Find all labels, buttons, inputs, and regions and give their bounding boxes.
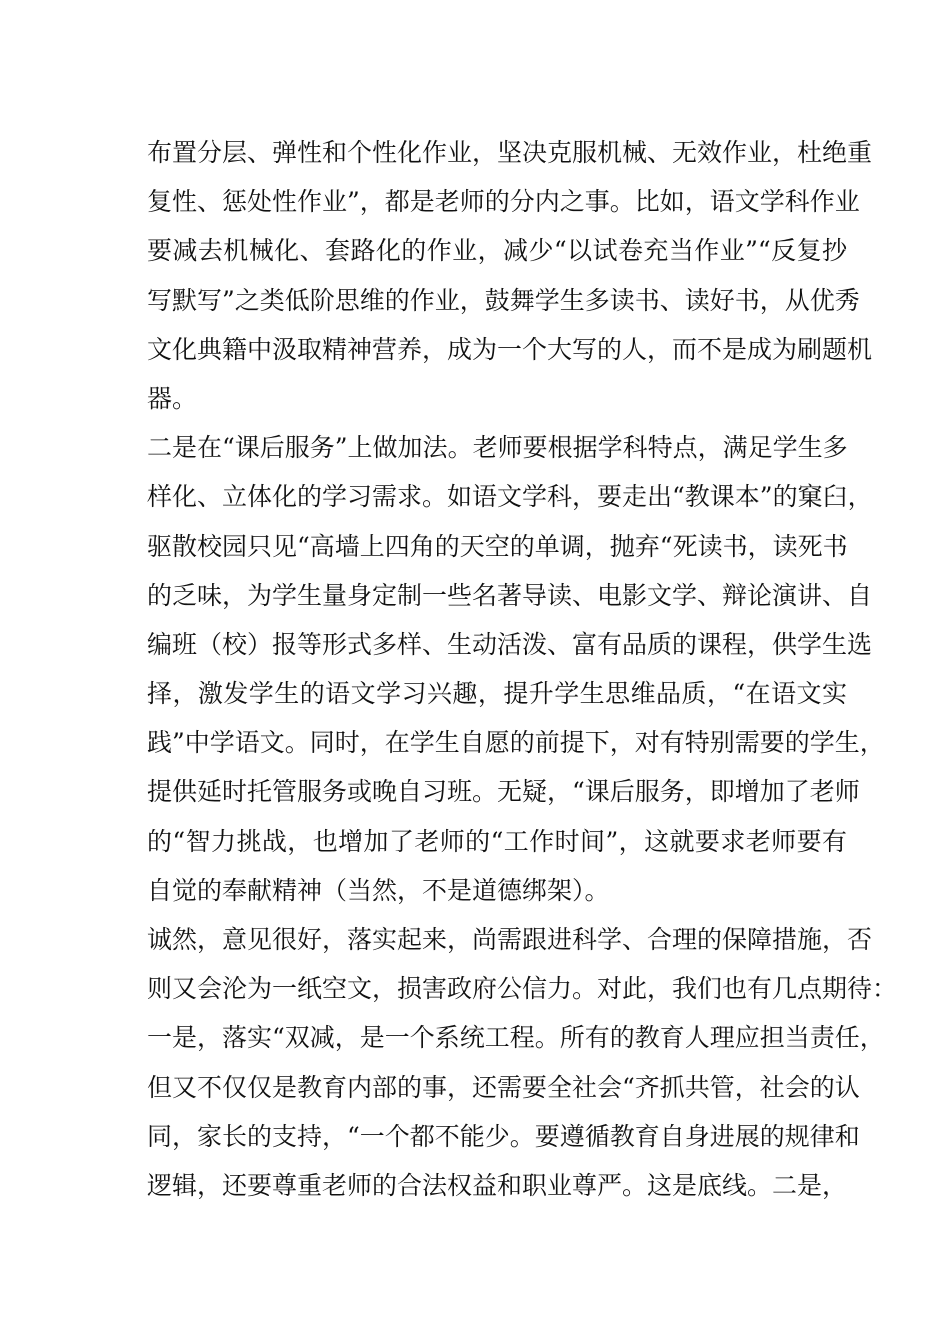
text-line: 写默写”之类低阶思维的作业，鼓舞学生多读书、读好书，从优秀 xyxy=(147,285,860,315)
text-line: 样化、立体化的学习需求。如语文学科，要走出“教课本”的窠臼， xyxy=(147,482,873,512)
text-line: 践”中学语文。同时，在学生自愿的前提下，对有特别需要的学生， xyxy=(147,728,885,758)
text-line: 提供延时托管服务或晚自习班。无疑，“课后服务，即增加了老师 xyxy=(147,777,860,807)
text-line: 器。 xyxy=(147,383,198,413)
text-line: 二是在“课后服务”上做加法。老师要根据学科特点，满足学生多 xyxy=(147,433,848,463)
text-line: 驱散校园只见“高墙上四角的天空的单调，抛弃“死读书，读死书 xyxy=(147,531,848,561)
text-line: 逻辑，还要尊重老师的合法权益和职业尊严。这是底线。二是， xyxy=(147,1170,848,1200)
text-line: 则又会沦为一纸空文，损害政府公信力。对此，我们也有几点期待： xyxy=(147,974,898,1004)
text-line: 择，激发学生的语文学习兴趣，提升学生思维品质，“在语文实 xyxy=(147,679,847,709)
text-line: 但又不仅仅是教育内部的事，还需要全社会“齐抓共管，社会的认 xyxy=(147,1072,860,1102)
text-line: 诚然，意见很好，落实起来，尚需跟进科学、合理的保障措施，否 xyxy=(147,925,873,954)
body-text xyxy=(147,128,898,1210)
text-line: 自觉的奉献精神（当然，不是道德绑架）。 xyxy=(147,875,610,905)
text-line: 复性、惩处性作业”，都是老师的分内之事。比如，语文学科作业 xyxy=(147,187,860,217)
text-line: 的“智力挑战，也增加了老师的“工作时间”，这就要求老师要有 xyxy=(147,826,847,856)
text-line: 文化典籍中汲取精神营养，成为一个大写的人，而不是成为刷题机 xyxy=(147,334,873,364)
text-line: 编班（校）报等形式多样、生动活泼、富有品质的课程，供学生选 xyxy=(147,629,873,659)
text-line: 一是，落实“双减，是一个系统工程。所有的教育人理应担当责任， xyxy=(147,1023,885,1053)
text-line: 的乏味，为学生量身定制一些名著导读、电影文学、辩论演讲、自 xyxy=(147,580,873,610)
text-line: 布置分层、弹性和个性化作业，坚决克服机械、无效作业，杜绝重 xyxy=(147,138,873,167)
text-line: 要减去机械化、套路化的作业，减少“以试卷充当作业”“反复抄 xyxy=(147,236,847,266)
text-line: 同，家长的支持，“一个都不能少。要遵循教育自身进展的规律和 xyxy=(147,1121,860,1151)
